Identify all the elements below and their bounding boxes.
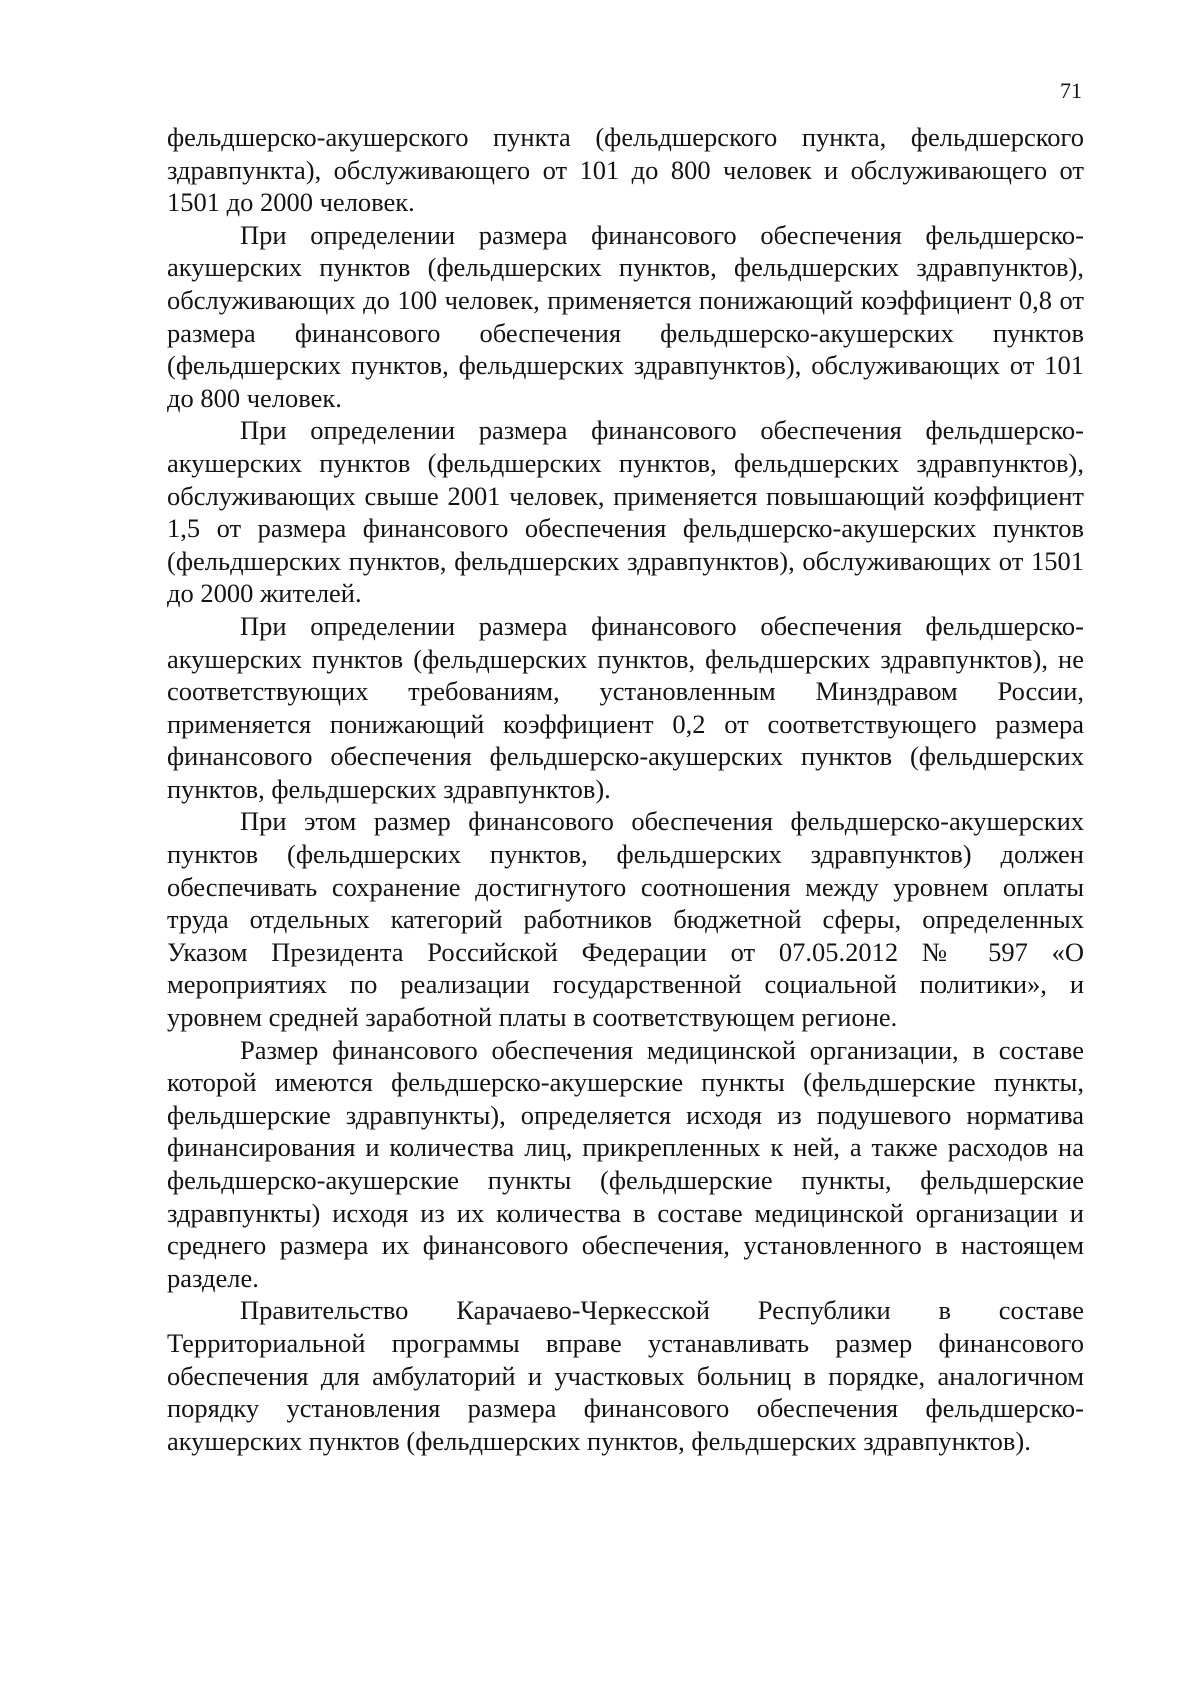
- paragraph: При определении размера финансового обеспечения фельдшерско-акушерских пунктов (фельдшерских пунктов, фельдшерских здравпунктов), обслуживающих до 100 человек, применяется понижающий коэффициент 0,8 от размера финансового обеспечения фельдшерско-акушерских пунктов (фельдшерских пунктов, фельдшерских здравпунктов), обслуживающих от 101 до 800 человек.: [167, 219, 1084, 413]
- paragraph: При определении размера финансового обеспечения фельдшерско-акушерских пунктов (фельдшерских пунктов, фельдшерских здравпунктов), обслуживающих свыше 2001 человек, применяется повышающий коэффициент 1,5 от размера финансового обеспечения фельдшерско-акушерских пунктов (фельдшерских пунктов, фельдшерских здравпунктов), обслуживающих от 1501 до 2000 жителей.: [167, 415, 1084, 609]
- paragraph: фельдшерско-акушерского пункта (фельдшерского пункта, фельдшерского здравпункта), обслуживающего от 101 до 800 человек и обслуживающего от 1501 до 2000 человек.: [167, 122, 1084, 218]
- page-number: 71: [1060, 78, 1082, 103]
- document-body: [167, 121, 1084, 1457]
- paragraph: Размер финансового обеспечения медицинской организации, в составе которой имеются фельдшерско-акушерские пункты (фельдшерские пункты, фельдшерские здравпункты), определяется исходя из подушевого норматива финансирования и количества лиц, прикрепленных к ней, а также расходов на фельдшерско-акушерские пункты (фельдшерские пункты, фельдшерские здравпункты) исходя из их количества в составе медицинской организации и среднего размера их финансового обеспечения, установленного в настоящем разделе.: [167, 1034, 1084, 1293]
- paragraph: Правительство Карачаево-Черкесской Республики в составе Территориальной программы вправе устанавливать размер финансового обеспечения для амбулаторий и участковых больниц в порядке, аналогичном порядку установления размера финансового обеспечения фельдшерско-акушерских пунктов (фельдшерских пунктов, фельдшерских здравпунктов).: [167, 1295, 1084, 1456]
- paragraph: При определении размера финансового обеспечения фельдшерско-акушерских пунктов (фельдшерских пунктов, фельдшерских здравпунктов), не соответствующих требованиям, установленным Минздравом России, применяется понижающий коэффициент 0,2 от соответствующего размера финансового обеспечения фельдшерско-акушерских пунктов (фельдшерских пунктов, фельдшерских здравпунктов).: [167, 610, 1084, 804]
- paragraph: При этом размер финансового обеспечения фельдшерско-акушерских пунктов (фельдшерских пунктов, фельдшерских здравпунктов) должен обеспечивать сохранение достигнутого соотношения между уровнем оплаты труда отдельных категорий работников бюджетной сферы, определенных Указом Президента Российской Федерации от 07.05.2012 № 597 «О мероприятиях по реализации государственной социальной политики», и уровнем средней заработной платы в соответствующем регионе.: [167, 806, 1084, 1033]
